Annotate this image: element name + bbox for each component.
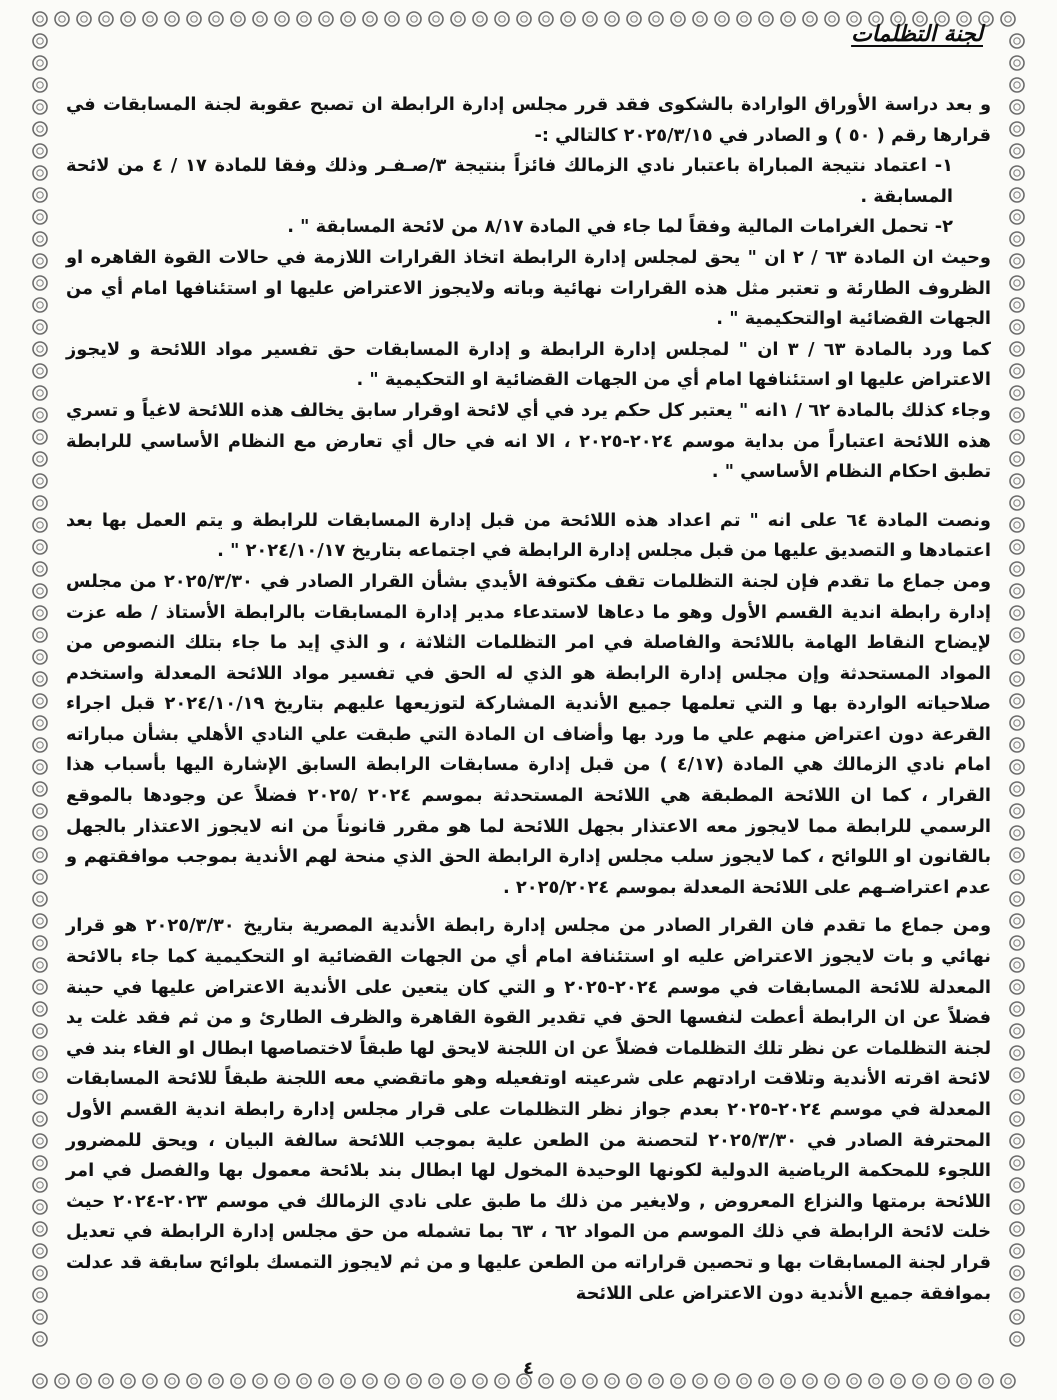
page-number: ٤ <box>523 1358 534 1379</box>
page-title: لجنة التظلمات <box>851 22 983 47</box>
decision-item-1: ١- اعتماد نتيجة المباراة باعتبار نادي الزمالك فائزاً بنتيجة ٣/صـفـر وذلك وفقا للمادة ١٧ / ٤ من لائحة المسابقة . <box>66 155 953 207</box>
paragraph-article-63-3: كما ورد بالمادة ٦٣ / ٣ ان " لمجلس إدارة الرابطة و إدارة المسابقات حق تفسير مواد اللائحة و لايجوز الاعتراض عليها او استئنافها امام أي من الجهات القضائية او التحكيمية " . <box>66 338 991 391</box>
paragraph-article-63-2: وحيث ان المادة ٦٣ / ٢ ان " يحق لمجلس إدارة الرابطة اتخاذ القرارات اللازمة في حالات القوة القاهره او الظروف الطارئة و تعتبر مثل هذه القرارات نهائية وباته ولايجوز الاعتراض عليها او استئنافها امام أي من الجهات القضائية اوالتحكيمية " . <box>66 246 991 330</box>
paragraph-intro: و بعد دراسة الأوراق الوارادة بالشكوى فقد قرر مجلس إدارة الرابطة ان تصبح عقوبة لجنة المسابقات في قرارها رقم ( ٥٠ ) و الصادر في ٢٠٢٥/٣/١٥ كالتالي :- <box>66 94 991 146</box>
decision-item-2: ٢- تحمل الغرامات المالية وفقاً لما جاء في المادة ٨/١٧ من لائحة المسابقة " . <box>287 216 953 238</box>
paragraph-gap <box>66 488 991 506</box>
document-body <box>66 90 991 1309</box>
paragraph-gap <box>66 903 991 911</box>
paragraph-article-62-1: وجاء كذلك بالمادة ٦٢ / ١انه " يعتبر كل حكم يرد في أي لائحة اوقرار سابق يخالف هذه اللائحة لاغياً و تسري هذه اللائحة اعتباراً من بداية موسم ٢٠٢٤-٢٠٢٥ ، الا انه في حال أي تعارض مع النظام الأساسي للرابطة تطبق احكام النظام الأساسي " . <box>66 399 992 483</box>
page-content <box>66 20 992 1379</box>
paragraph-committee-findings: ومن جماع ما تقدم فإن لجنة التظلمات تقف مكتوفة الأيدي بشأن القرار الصادر في ٢٠٢٥/٣/٣٠ من مجلس إدارة رابطة اندية القسم الأول وهو ما دعاها لاستدعاء مدير إدارة المسابقات بالرابطة الأستاذ / طه عزت لإيضاح النقاط الهامة باللائحة والفاصلة في امر التظلمات الثلاثة ، و الذي إيد ما جاء بتلك النصوص من المواد المستحدثة وإن مجلس إدارة الرابطة هو الذي له الحق في تفسير مواد اللائحة المعدلة واستخدم صلاحياته الواردة بها و التي تعلمها جميع الأندية المشاركة لتوزيعها عليهم بتاريخ ٢٠٢٤/١٠/١٩ قبل اجراء القرعة دون اعتراض منهم علي ما ورد بها وأضاف ان المادة التي طبقت علي النادي الأهلي بشأن مباراته امام نادي الزمالك هي المادة (٤/١٧ ) من قبل إدارة مسابقات الرابطة السابق الإشارة اليها بأسباب هذا القرار ، كما ان اللائحة المطبقة هي اللائحة المستحدثة بموسم ٢٠٢٤ /٢٠٢٥ فضلاً عن وجودها بالموقع الرسمي للرابطة مما لايجوز معه الاعتذار بجهل اللائحة لما هو مقرر قانوناً من انه لايجوز الاعتذار بالجهل بالقانون او اللوائح ، كما لايجوز سلب مجلس إدارة الرابطة الحق الذي منحة لهم الأندية بموجب موافقتهم و عدم اعتراضـهم على اللائحة المعدلة بموسم ٢٠٢٥/٢٠٢٤ . <box>66 570 991 898</box>
paragraph-conclusion: ومن جماع ما تقدم فان القرار الصادر من مجلس إدارة رابطة الأندية المصرية بتاريخ ٢٠٢٥/٣/٣٠ هو قرار نهائي و بات لايجوز الاعتراض عليه او استئنافة امام أي من الجهات القضائية او التحكيمية كما جاء بالائحة المعدلة للائحة المسابقات في موسم ٢٠٢٤-٢٠٢٥ و التي كان يتعين على الأندية الاعتراض عليها في حينة فضلاً عن ان الرابطة أعطت لنفسها الحق في تقدير القوة القاهرة والظرف الطارئ و من ثم فقد غلت يد لجنة التظلمات عن نظر تلك التظلمات فضلاً عن ان اللجنة لايحق لها طبقاً لاختصاصها ابطال او الغاء بند في لائحة اقرته الأندية وتلاقت ارادتهم على شرعيته اوتفعيله وهو ماتقضي معه اللجنة طبقاً للائحة المسابقات المعدلة في موسم ٢٠٢٤-٢٠٢٥ بعدم جواز نظر التظلمات على قرار مجلس إدارة رابطة اندية القسم الأول المحترفة الصادر في ٢٠٢٥/٣/٣٠ لتحصنة من الطعن علية بموجب اللائحة سالفة البيان ، ويحق للمضرور اللجوء للمحكمة الرياضية الدولية لكونها الوحيدة المخول لها ابطال بند بلائحة معمول بها والفصل في امر اللائحة برمتها والنزاع المعروض , ولايغير من ذلك ما طبق على نادي الزمالك في موسم ٢٠٢٣-٢٠٢٤ حيث خلت لائحة الرابطة في ذلك الموسم من المواد ٦٢ ، ٦٣ بما تشمله من حق مجلس إدارة الرابطة في تعديل قرار لجنة المسابقات بها و تحصين قراراته من الطعن عليها و من ثم لايجوز التمسك بلوائح سابقة قد عدلت بموافقة جميع الأندية دون الاعتراض على اللائحة <box>66 915 992 1304</box>
paragraph-article-64: ونصت المادة ٦٤ على انه " تم اعداد هذه اللائحة من قبل إدارة المسابقات للرابطة و يتم العمل بها بعد اعتمادها و التصديق عليها من قبل مجلس إدارة الرابطة في اجتماعه بتاريخ ٢٠٢٤/١٠/١٧ " . <box>66 509 991 562</box>
